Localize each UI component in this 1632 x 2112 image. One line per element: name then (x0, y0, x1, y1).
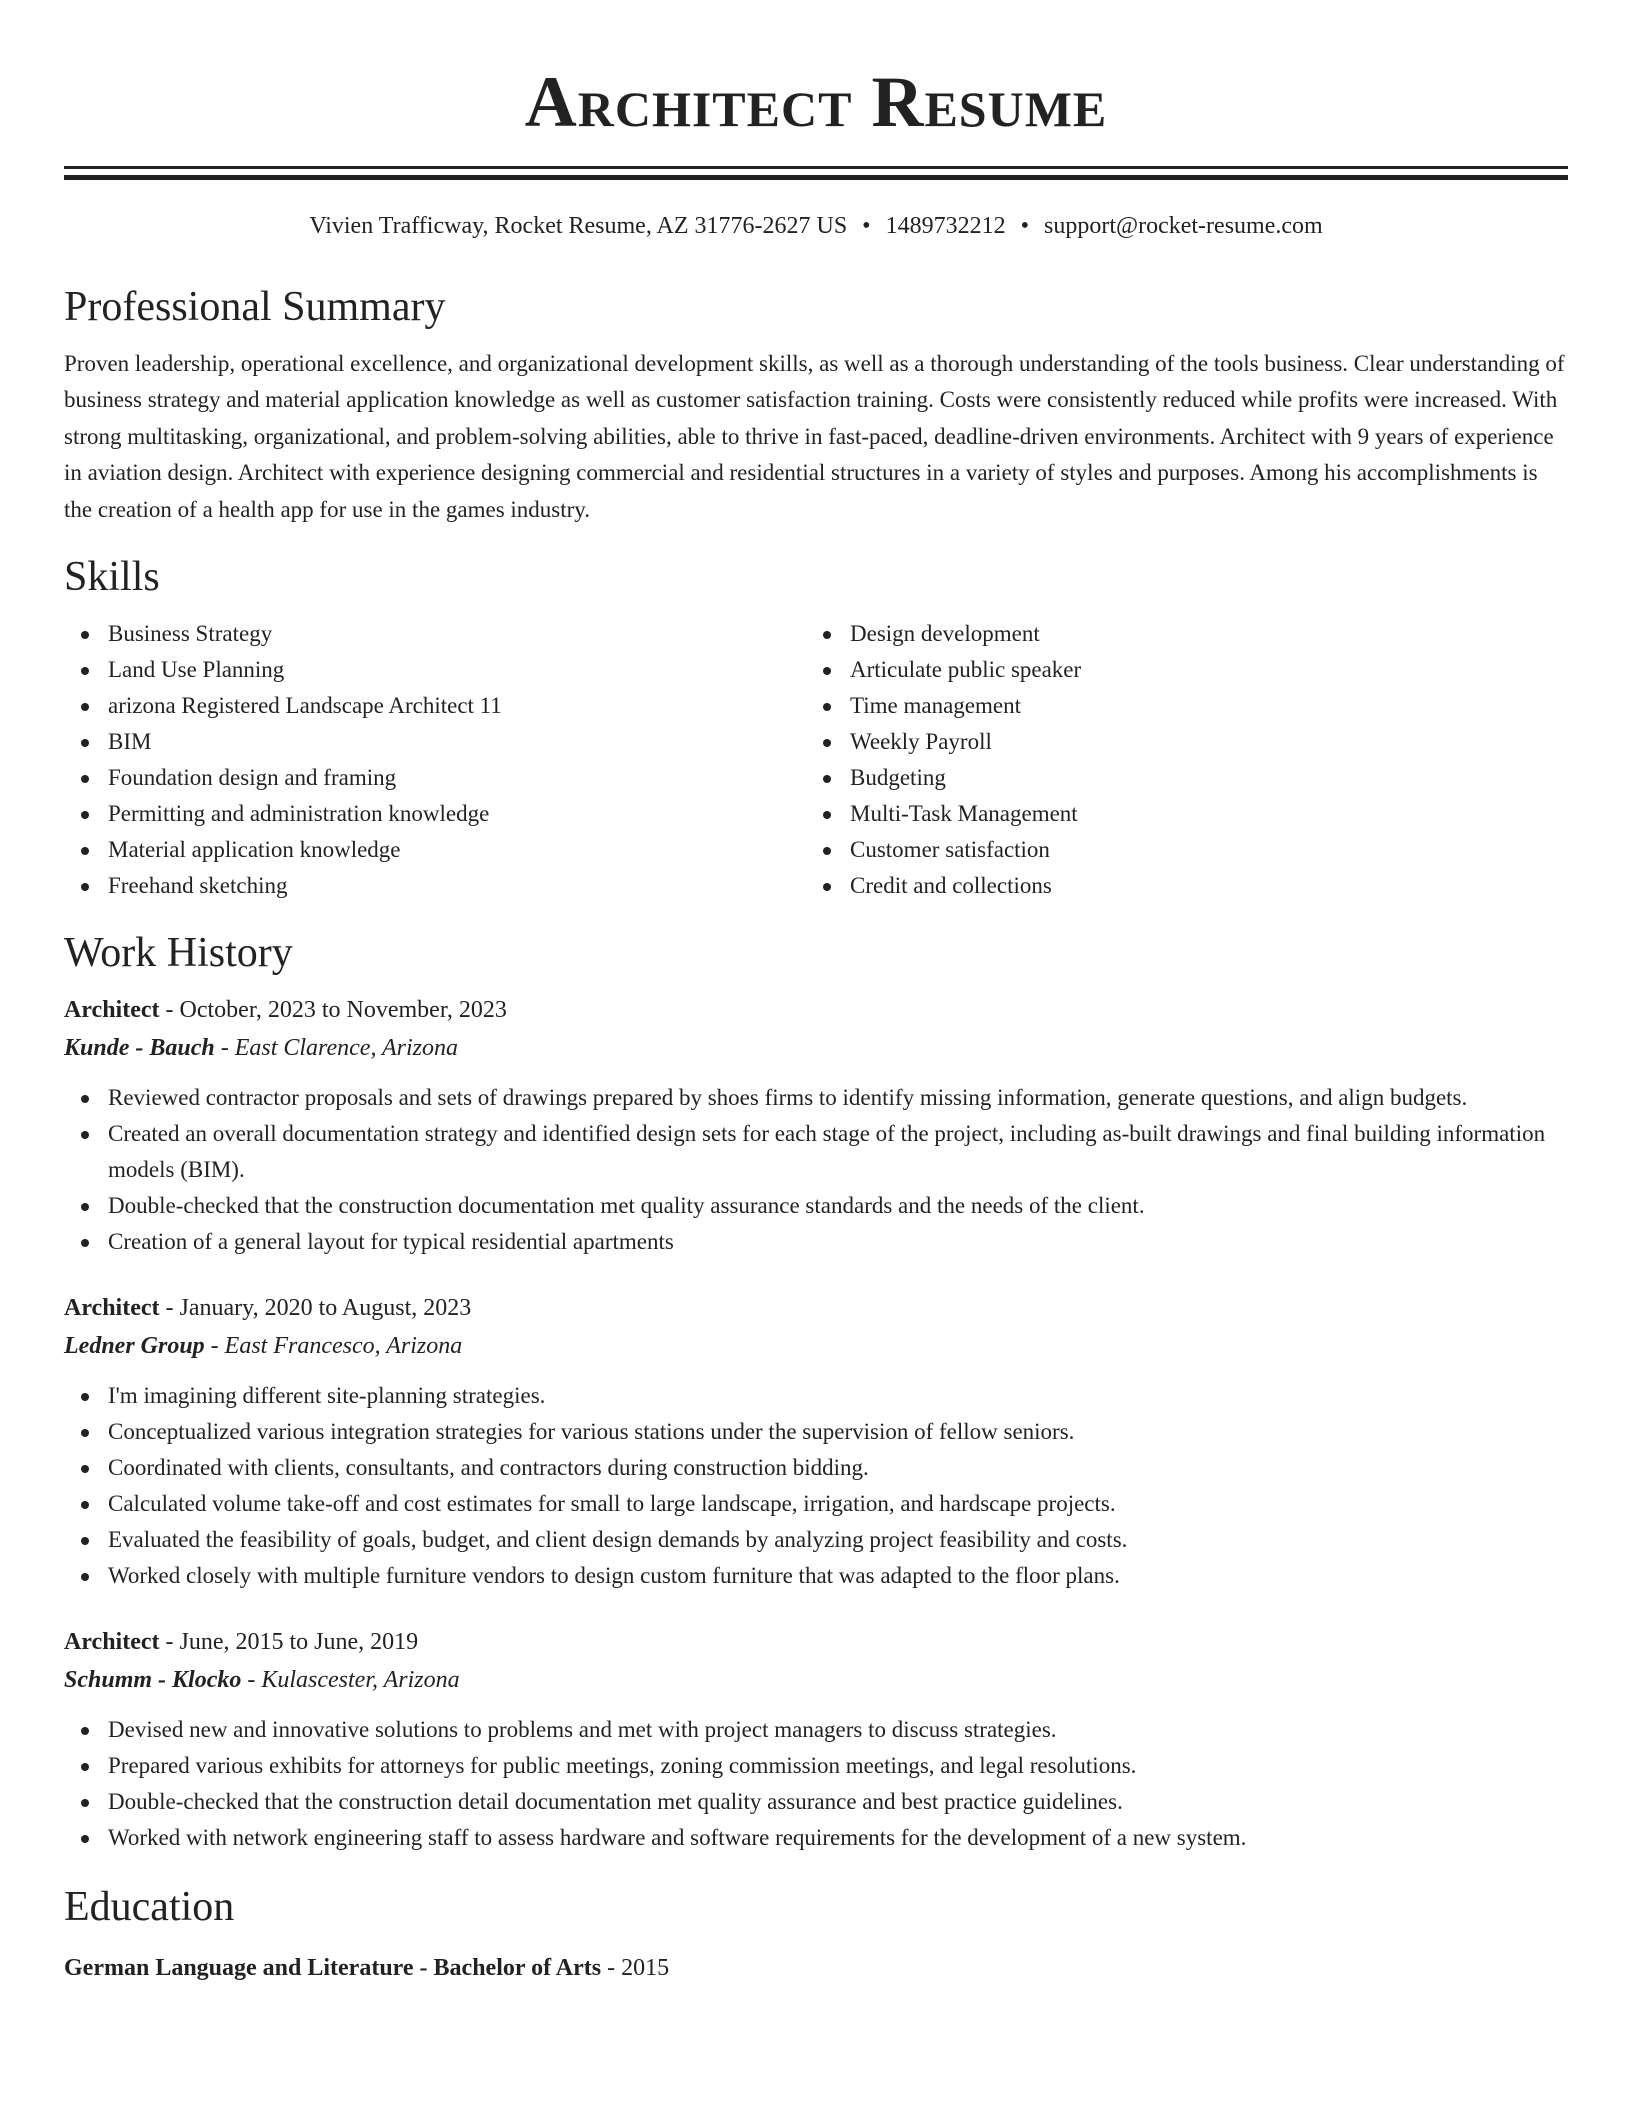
skill-item: Freehand sketching (64, 868, 806, 904)
job-dates: - October, 2023 to November, 2023 (159, 997, 507, 1024)
job-company: Ledner Group (64, 1333, 205, 1360)
job-duties (64, 1712, 1568, 1856)
summary-text: Proven leadership, operational excellence, and organizational development skills, as well as a thorough understanding of the tools business. Clear understanding of business strategy and material application knowledge as well as customer satisfaction training. Costs were consistently reduced while profits were increased. With strong multitasking, organizational, and problem-solving abilities, able to thrive in fast-paced, deadline-driven environments. Architect with 9 years of experience in aviation design. Architect with experience designing commercial and residential structures in a variety of styles and purposes. Among his accomplishments is the creation of a health app for use in the games industry. (64, 351, 1565, 522)
job-duty: Devised new and innovative solutions to problems and met with project managers to discuss strategies. (64, 1712, 1568, 1748)
skill-item: BIM (64, 724, 806, 760)
skill-item: Material application knowledge (64, 832, 806, 868)
job-location: - East Clarence, Arizona (214, 1035, 459, 1062)
skill-item: Budgeting (806, 760, 1548, 796)
skill-item: Foundation design and framing (64, 760, 806, 796)
contact-email: support@rocket-resume.com (1043, 213, 1323, 239)
job-title: Architect (64, 1629, 160, 1656)
job-location: - Kulascester, Arizona (241, 1667, 460, 1694)
resume-title: Architect Resume (524, 62, 1108, 142)
skill-item: Time management (806, 688, 1548, 724)
education-heading: Education (64, 1884, 235, 1931)
job-dates: - June, 2015 to June, 2019 (159, 1629, 419, 1656)
job-duty: Calculated volume take-off and cost estimates for small to large landscape, irrigation, and hardscape projects. (64, 1486, 1568, 1522)
skill-item: Land Use Planning (64, 652, 806, 688)
job-title-line (64, 1290, 1568, 1326)
job-title-line (64, 992, 1568, 1028)
job-entry (64, 992, 1568, 1260)
job-company-line (64, 1660, 1568, 1700)
job-company: Schumm - Klocko (64, 1667, 242, 1694)
contact-separator: • (1020, 213, 1029, 239)
title-rule-thick (64, 175, 1568, 180)
job-duty: Coordinated with clients, consultants, and contractors during construction bidding. (64, 1450, 1568, 1486)
skill-item: Articulate public speaker (806, 652, 1548, 688)
skill-item: Credit and collections (806, 868, 1548, 904)
job-company-line (64, 1028, 1568, 1068)
skills-heading: Skills (64, 554, 160, 601)
title-rule-thin (64, 166, 1568, 169)
job-duty: Conceptualized various integration strategies for various stations under the supervision of fellow seniors. (64, 1414, 1568, 1450)
job-duty: Evaluated the feasibility of goals, budget, and client design demands by analyzing project feasibility and costs. (64, 1522, 1568, 1558)
job-entry (64, 1290, 1568, 1594)
job-duty: Created an overall documentation strategy and identified design sets for each stage of the project, including as-built drawings and final building information models (BIM). (64, 1116, 1568, 1188)
job-title-line (64, 1624, 1568, 1660)
job-duty: Creation of a general layout for typical residential apartments (64, 1224, 1568, 1260)
job-location: - East Francesco, Arizona (204, 1333, 463, 1360)
work-history-heading: Work History (64, 930, 293, 977)
skill-item: arizona Registered Landscape Architect 11 (64, 688, 806, 724)
skills-list-left (64, 616, 806, 904)
contact-separator: • (862, 213, 871, 239)
job-entry (64, 1624, 1568, 1856)
skill-item: Business Strategy (64, 616, 806, 652)
job-company-line (64, 1326, 1568, 1366)
skill-item: Customer satisfaction (806, 832, 1548, 868)
job-duty: Double-checked that the construction documentation met quality assurance standards and the needs of the client. (64, 1188, 1568, 1224)
job-title: Architect (64, 1295, 160, 1322)
skill-item: Design development (806, 616, 1548, 652)
skill-item: Weekly Payroll (806, 724, 1548, 760)
skill-item: Multi-Task Management (806, 796, 1548, 832)
education-year: - 2015 (601, 1955, 670, 1982)
job-duties (64, 1080, 1568, 1260)
job-duty: Worked with network engineering staff to assess hardware and software requirements for the development of a new system. (64, 1820, 1568, 1856)
job-duty: Worked closely with multiple furniture vendors to design custom furniture that was adapted to the floor plans. (64, 1558, 1568, 1594)
job-dates: - January, 2020 to August, 2023 (159, 1295, 472, 1322)
job-duty: Reviewed contractor proposals and sets of drawings prepared by shoes firms to identify missing information, generate questions, and align budgets. (64, 1080, 1568, 1116)
job-duty: Prepared various exhibits for attorneys for public meetings, zoning commission meetings, and legal resolutions. (64, 1748, 1568, 1784)
skills-list-right (806, 616, 1548, 904)
education-entry (64, 1950, 1568, 1986)
job-duty: I'm imagining different site-planning strategies. (64, 1378, 1568, 1414)
job-title: Architect (64, 997, 160, 1024)
summary-heading: Professional Summary (64, 284, 446, 330)
job-company: Kunde - Bauch (64, 1035, 215, 1062)
contact-line (64, 210, 1568, 242)
skills-columns (64, 616, 1568, 904)
education-degree: German Language and Literature - Bachelor of Arts (64, 1955, 602, 1982)
contact-phone: 1489732212 (885, 213, 1006, 239)
job-duty: Double-checked that the construction detail documentation met quality assurance and best practice guidelines. (64, 1784, 1568, 1820)
contact-address: Vivien Trafficway, Rocket Resume, AZ 31776-2627 US (309, 213, 848, 239)
job-duties (64, 1378, 1568, 1594)
resume-page (64, 0, 1568, 1986)
skill-item: Permitting and administration knowledge (64, 796, 806, 832)
